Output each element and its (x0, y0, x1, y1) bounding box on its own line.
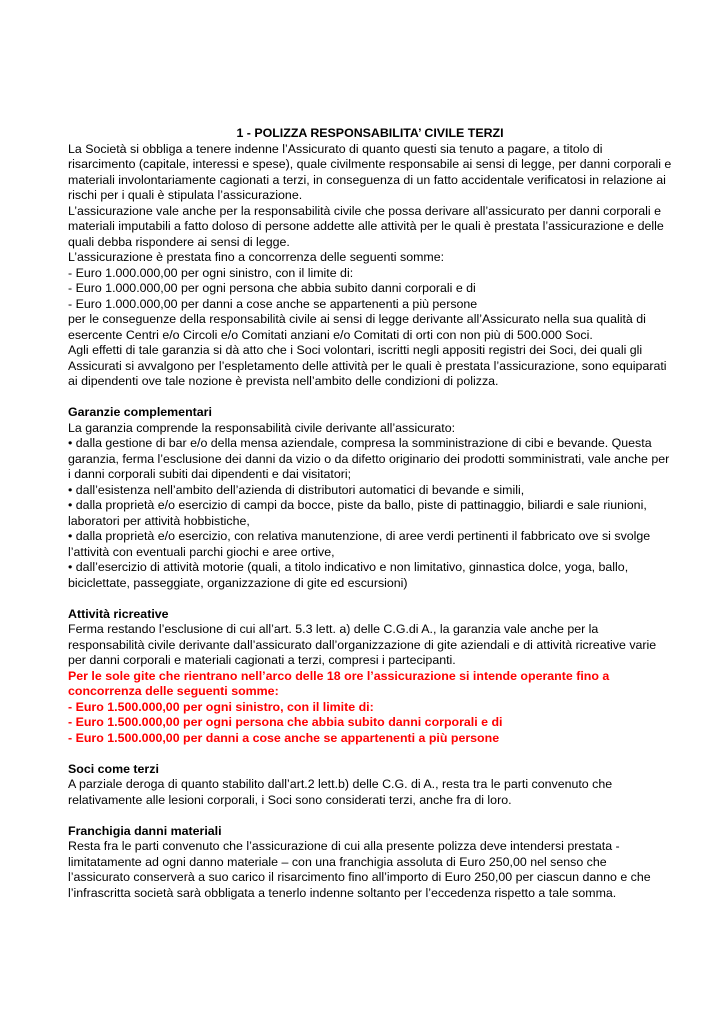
intro-paragraph-2: L’assicurazione vale anche per la responsabilità civile che possa derivare all’assicurato per danni corporali e materiali imputabili a fatto doloso di persone addette alle attività per le quali è prestata l’assicurazione e delle quali debba rispondere ai sensi di legge. (68, 203, 664, 249)
garanzie-bullet-2: • dall’esistenza nell’ambito dell’azienda di distributori automatici di bevande e simili, (68, 482, 525, 497)
section-heading-franchigia: Franchigia danni materiali (68, 823, 222, 838)
intro-paragraph-4: per le conseguenze della responsabilità civile ai sensi di legge derivante all’Assicurato nella sua qualità di esercente Centri e/o Circoli e/o Comitati anziani e/o Comitati di orti con non più di 500.000 Soci. (68, 312, 646, 342)
limit-line-2: - Euro 1.000.000,00 per ogni persona che abbia subito danni corporali e di (68, 281, 476, 295)
soci-paragraph: A parziale deroga di quanto stabilito dall’art.2 lett.b) delle C.G. di A., resta tra le parti convenuto che relativamente alle lesioni corporali, i Soci sono considerati terzi, anche fra di loro. (68, 777, 613, 807)
spacer (68, 591, 672, 607)
spacer (68, 390, 672, 406)
spacer (68, 746, 672, 762)
attivita-red-line-2: - Euro 1.500.000,00 per ogni sinistro, con il limite di: (68, 699, 374, 714)
garanzie-bullet-1: • dalla gestione di bar e/o della mensa aziendale, compresa la somministrazione di cibi e bevande. Questa garanzia, ferma l’esclusione dei danni da vizio o da difetto originario dei prodotti somministrati, vale anche per i danni corporali subiti dai dipendenti e dai visitatori; (68, 436, 670, 481)
spacer (68, 808, 672, 824)
attivita-red-line-4: - Euro 1.500.000,00 per danni a cose anche se appartenenti a più persone (68, 730, 500, 745)
document-title: 1 - POLIZZA RESPONSABILITA’ CIVILE TERZI (236, 126, 504, 140)
section-heading-soci: Soci come terzi (68, 761, 159, 776)
limit-line-3: - Euro 1.000.000,00 per danni a cose anche se appartenenti a più persone (68, 296, 478, 311)
attivita-red-line-1: Per le sole gite che rientrano nell’arco delle 18 ore l’assicurazione si intende operante fino a concorrenza delle seguenti somme: (68, 668, 610, 698)
garanzie-bullet-3: • dalla proprietà e/o esercizio di campi da bocce, piste da ballo, piste di pattinaggio, biliardi e sale riunioni, laboratori per attività hobbistiche, (68, 498, 647, 528)
garanzie-line-1: La garanzia comprende la responsabilità civile derivante all’assicurato: (68, 420, 456, 435)
attivita-paragraph: Ferma restando l’esclusione di cui all’art. 5.3 lett. a) delle C.G.di A., la garanzia vale anche per la responsabilità civile derivante dall’assicurato dall’organizzazione di gite aziendali e di attività ricreative varie per danni corporali e materiali cagionati a terzi, compresi i partecipanti. (68, 622, 657, 667)
franchigia-paragraph: Resta fra le parti convenuto che l’assicurazione di cui alla presente polizza deve intendersi prestata - limitatamente ad ogni danno materiale – con una franchigia assoluta di Euro 250,00 nel senso che l’assicurato conserverà a suo carico il risarcimento fino all’importo di Euro 250,00 per ciascun danno e che l’infrascritta società sarà obbligata a tenerlo indenne soltanto per l’eccedenza rispetto a tale somma. (68, 839, 651, 900)
attivita-red-line-3: - Euro 1.500.000,00 per ogni persona che abbia subito danni corporali e di (68, 715, 503, 729)
section-heading-garanzie: Garanzie complementari (68, 405, 212, 419)
section-heading-attivita: Attività ricreative (68, 606, 169, 621)
intro-paragraph-5: Agli effetti di tale garanzia si dà atto che i Soci volontari, iscritti negli appositi registri dei Soci, dei quali gli Assicurati si avvalgono per l’espletamento delle attività per le quali è prestata l’assicurazione, sono equiparati ai dipendenti ove tale nozione è prevista nell’ambito delle condizioni di polizza. (68, 343, 667, 388)
intro-paragraph-3: L’assicurazione è prestata fino a concorrenza delle seguenti somme: (68, 250, 445, 264)
intro-paragraph-1: La Società si obbliga a tenere indenne l’Assicurato di quanto questi sia tenuto a pagare, a titolo di risarcimento (capitale, interessi e spese), quale civilmente responsabile ai sensi di legge, per danni corporali e materiali involontariamente cagionati a terzi, in conseguenza di un fatto accidentale verificatosi in relazione ai rischi per i quali è stipulata l’assicurazione. (68, 141, 672, 202)
garanzie-bullet-4: • dalla proprietà e/o esercizio, con relativa manutenzione, di aree verdi pertinenti il fabbricato ove si svolge l’attività con eventuali parchi giochi e aree ortive, (68, 529, 651, 559)
limit-line-1: - Euro 1.000.000,00 per ogni sinistro, con il limite di: (68, 265, 354, 280)
garanzie-bullet-5: • dall’esercizio di attività motorie (quali, a titolo indicativo e non limitativo, ginnastica dolce, yoga, ballo, biciclettate, passeggiate, organizzazione di gite ed escursioni) (68, 560, 629, 590)
